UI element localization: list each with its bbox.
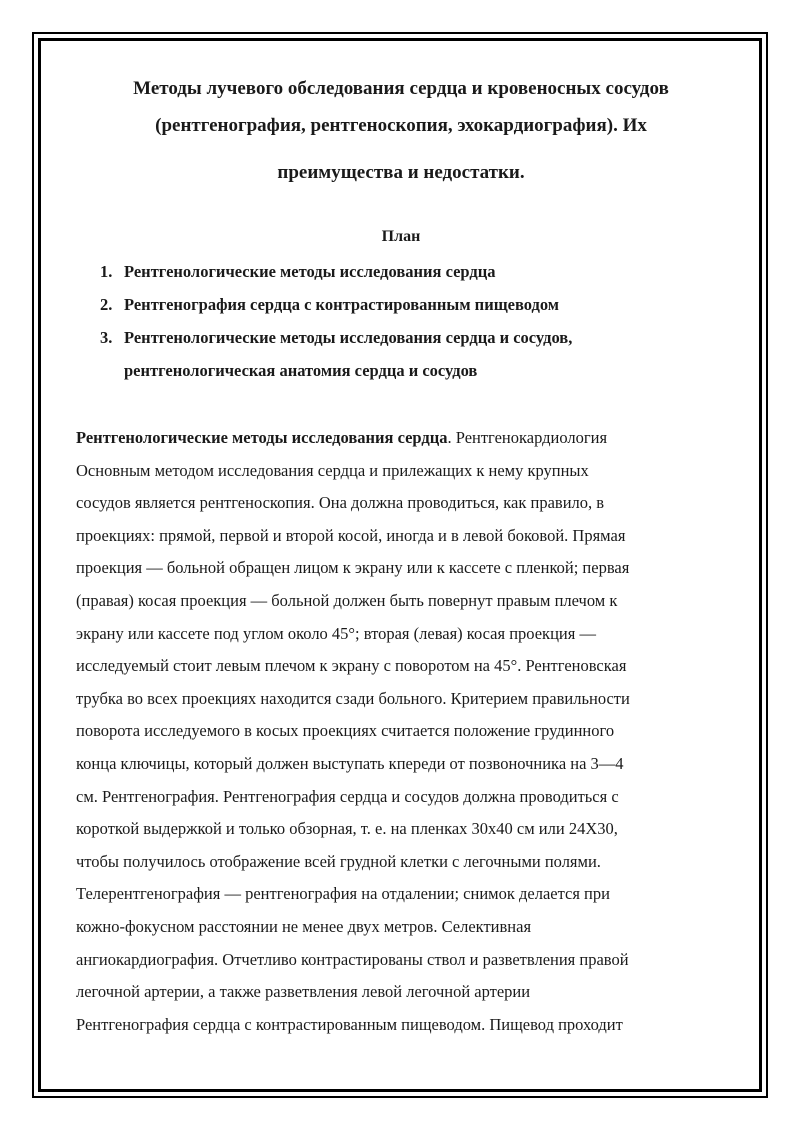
body-line: исследуемый стоит левым плечом к экрану с поворотом на 45°. Рентгеновская [76,656,627,676]
plan-item-text: Рентгенологические методы исследования сердца и сосудов, [124,328,573,347]
body-paragraph [76,422,726,1041]
title-line-2: (рентгенография, рентгеноскопия, эхокардиография). Их [155,115,647,136]
plan-item [76,255,726,288]
plan-item-text: Рентгенография сердца с контрастированным пищеводом [124,295,560,314]
plan-item-number: 1. [100,262,113,281]
body-line: короткой выдержкой и только обзорная, т. е. на пленках 30x40 см или 24Х30, [76,819,618,839]
body-line: поворота исследуемого в косых проекциях считается положение грудинного [76,721,615,741]
title-line-3: преимущества и недостатки. [277,162,525,183]
body-line: Телерентгенография — рентгенография на отдалении; снимок делается при [76,884,610,904]
body-lead-heading: Рентгенологические методы исследования сердца [76,428,448,447]
document-title [76,70,726,191]
plan-item-text-continued: рентгенологическая анатомия сердца и сосудов [124,361,478,380]
plan-item-number: 2. [100,295,113,314]
body-line: Рентгенография сердца с контрастированным пищеводом. Пищевод проходит [76,1014,623,1034]
plan-item-text: Рентгенологические методы исследования сердца [124,262,496,281]
title-line-1: Методы лучевого обследования сердца и кровеносных сосудов [133,78,669,99]
body-lines [76,455,726,1042]
body-line: Основным методом исследования сердца и прилежащих к нему крупных [76,460,589,480]
body-line: конца ключицы, который должен выступать кпереди от позвоночника на 3—4 [76,753,624,773]
plan-item [76,321,726,387]
body-lead-rest: . Рентгенокардиология [447,428,608,447]
body-line: кожно-фокусном расстоянии не менее двух метров. Селективная [76,916,532,936]
plan-list [76,255,726,387]
document-content [76,70,726,1041]
body-line: чтобы получилось отображение всей грудной клетки с легочными полями. [76,851,601,871]
plan-item-number: 3. [100,328,113,347]
body-line: трубка во всех проекциях находится сзади больного. Критерием правильности [76,688,630,708]
body-line: (правая) косая проекция — больной должен быть повернут правым плечом к [76,590,618,610]
body-line: см. Рентгенография. Рентгенография сердца и сосудов должна проводиться с [76,786,619,806]
body-line: ангиокардиография. Отчетливо контрастированы ствол и разветвления правой [76,949,629,969]
plan-item [76,288,726,321]
body-line [76,422,726,455]
body-line: сосудов является рентгеноскопия. Она должна проводиться, как правило, в [76,493,605,513]
plan-heading: План [381,228,421,245]
body-line: легочной артерии, а также разветвления левой легочной артерии [76,982,531,1002]
body-line: экрану или кассете под углом около 45°; вторая (левая) косая проекция — [76,623,596,643]
body-line: проекция — больной обращен лицом к экрану или к кассете с пленкой; первая [76,558,630,578]
body-line: проекциях: прямой, первой и второй косой, иногда и в левой боковой. Прямая [76,525,626,545]
